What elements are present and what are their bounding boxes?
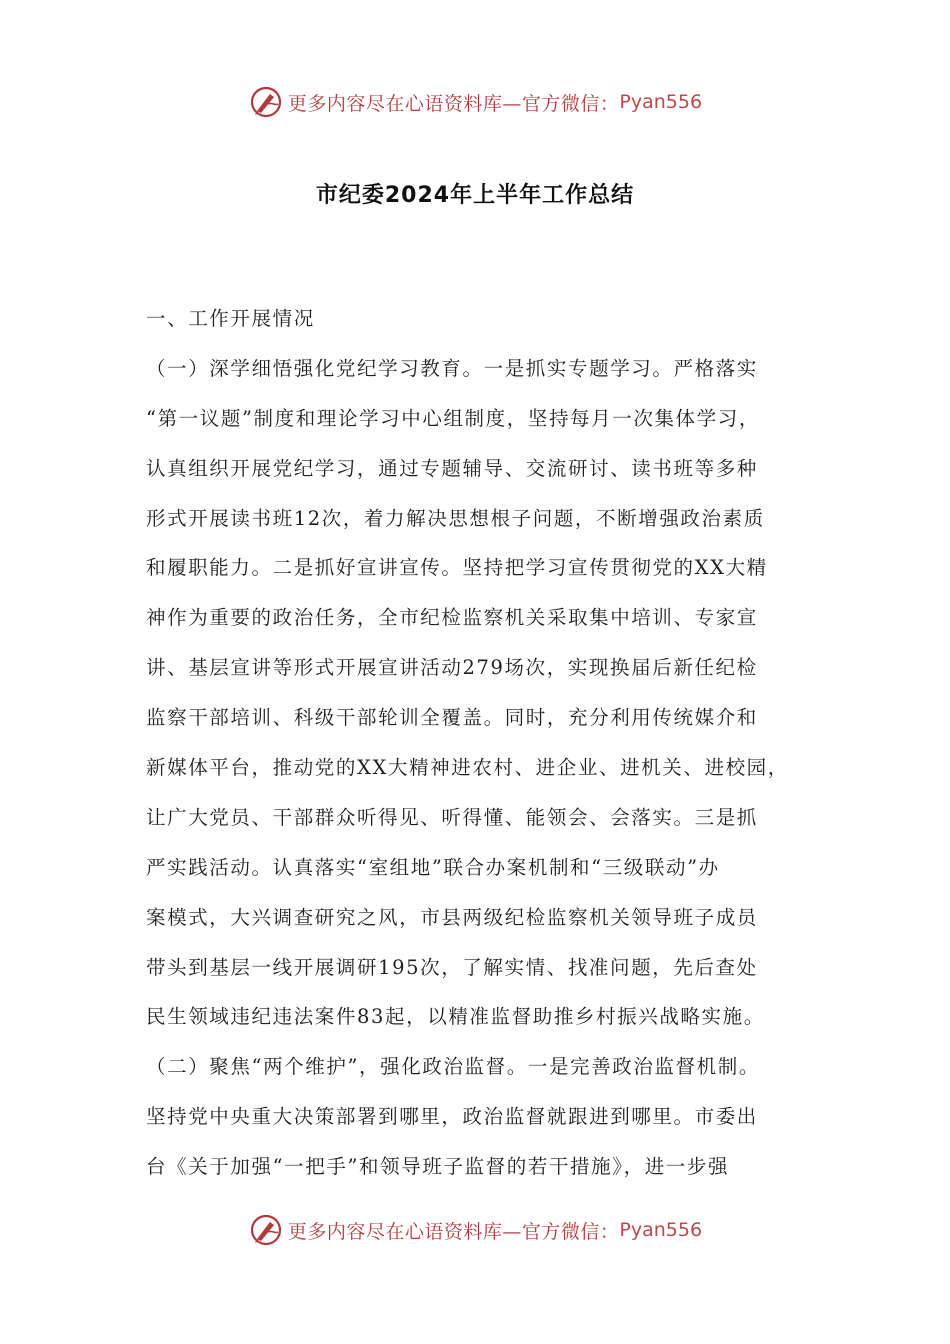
document-body — [146, 300, 826, 1198]
body-line: 民生领域违纪违法案件83起，以精准监督助推乡村振兴战略实施。 — [146, 1005, 765, 1029]
body-line: 和履职能力。二是抓好宣讲宣传。坚持把学习宣传贯彻党的XX大精 — [146, 556, 768, 580]
footer-watermark-banner — [0, 1210, 950, 1250]
banner-wechat-id: Pyan556 — [619, 1219, 703, 1241]
body-line: 监察干部培训、科级干部轮训全覆盖。同时，充分利用传统媒介和 — [146, 706, 758, 730]
section-heading: 一、工作开展情况 — [146, 307, 315, 330]
body-line: 台《关于加强“一把手”和领导班子监督的若干措施》，进一步强 — [146, 1155, 730, 1179]
body-line: 新媒体平台，推动党的XX大精神进农村、进企业、进机关、进校园， — [146, 756, 789, 780]
body-line: 让广大党员、干部群众听得见、听得懂、能领会、会落实。三是抓 — [146, 805, 758, 829]
pen-logo-icon — [248, 84, 284, 120]
document-title: 市纪委2024年上半年工作总结 — [315, 183, 635, 208]
body-line: 严实践活动。认真落实“室组地”联合办案机制和“三级联动”办 — [146, 855, 720, 879]
body-line: 神作为重要的政治任务，全市纪检监察机关采取集中培训、专家宣 — [146, 606, 758, 630]
body-line: 带头到基层一线开展调研195次，了解实情、找准问题，先后查处 — [146, 955, 758, 979]
body-line: 案模式，大兴调查研究之风，市县两级纪检监察机关领导班子成员 — [146, 905, 758, 929]
body-line: 讲、基层宣讲等形式开展宣讲活动279场次，实现换届后新任纪检 — [146, 656, 758, 680]
body-line: 认真组织开展党纪学习，通过专题辅导、交流研讨、读书班等多种 — [146, 456, 758, 480]
banner-wechat-id: Pyan556 — [619, 91, 703, 113]
body-line: “第一议题”制度和理论学习中心组制度，坚持每月一次集体学习， — [146, 406, 760, 430]
banner-text: 更多内容尽在心语资料库—官方微信： — [287, 1220, 620, 1243]
body-line: 坚持党中央重大决策部署到哪里，政治监督就跟进到哪里。市委出 — [146, 1105, 758, 1129]
body-line: （一）深学细悟强化党纪学习教育。一是抓实专题学习。严格落实 — [146, 356, 758, 380]
header-watermark-banner — [0, 82, 950, 122]
body-line: 形式开展读书班12次，着力解决思想根子问题，不断增强政治素质 — [146, 506, 765, 530]
body-line: （二）聚焦“两个维护”，强化政治监督。一是完善政治监督机制。 — [146, 1055, 760, 1079]
banner-text: 更多内容尽在心语资料库—官方微信： — [287, 92, 620, 115]
pen-logo-icon — [248, 1212, 284, 1248]
